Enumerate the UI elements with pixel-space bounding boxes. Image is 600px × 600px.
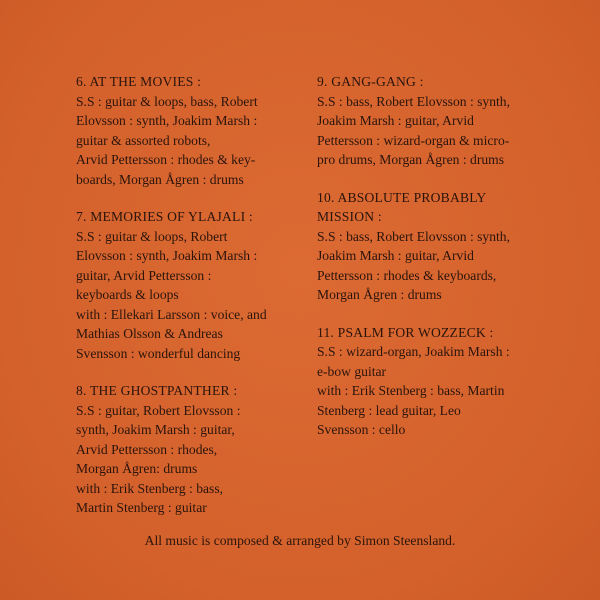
credit-line: with : Ellekari Larsson : voice, and xyxy=(76,306,267,322)
credit-line: guitar, Arvid Pettersson : xyxy=(76,267,212,283)
credit-line: with : Erik Stenberg : bass, Martin xyxy=(317,383,505,398)
track-credits-6 xyxy=(76,72,306,189)
credit-line: boards, Morgan Ågren : drums xyxy=(76,171,244,187)
credit-line: Joakim Marsh : guitar, Arvid xyxy=(317,248,474,263)
credit-line: e-bow guitar xyxy=(317,363,387,379)
credit-line: Morgan Ågren: drums xyxy=(76,461,198,476)
credit-line: Svensson : cello xyxy=(317,422,406,437)
credit-line: with : Erik Stenberg : bass, xyxy=(76,480,224,496)
track-title: 11. PSALM FOR WOZZECK : xyxy=(317,324,494,340)
credit-line: Morgan Ågren : drums xyxy=(317,287,442,302)
track-credits-10 xyxy=(317,188,547,305)
credit-line: keyboards & loops xyxy=(76,287,179,302)
credit-line: Mathias Olsson & Andreas xyxy=(76,326,223,341)
credit-line: pro drums, Morgan Ågren : drums xyxy=(317,152,505,167)
credit-line: Joakim Marsh : guitar, Arvid xyxy=(317,113,474,128)
credit-line: Elovsson : synth, Joakim Marsh : xyxy=(76,113,258,128)
left-column xyxy=(76,72,306,536)
credit-line: S.S : guitar & loops, Robert xyxy=(76,228,228,244)
track-credits-7 xyxy=(76,207,306,363)
credit-line: Pettersson : rhodes & keyboards, xyxy=(317,267,497,283)
credit-line: synth, Joakim Marsh : guitar, xyxy=(76,422,235,437)
composer-credit: All music is composed & arranged by Simon Steensland. xyxy=(144,533,456,548)
credit-line: Arvid Pettersson : rhodes, xyxy=(76,441,218,457)
track-title: 6. AT THE MOVIES : xyxy=(76,74,202,89)
track-title: 10. ABSOLUTE PROBABLY xyxy=(317,189,487,205)
credit-line: guitar & assorted robots, xyxy=(76,132,211,148)
credit-line: Stenberg : lead guitar, Leo xyxy=(317,402,461,418)
credit-line: S.S : wizard-organ, Joakim Marsh : xyxy=(317,344,510,359)
track-credits-8 xyxy=(76,381,306,518)
credit-line: Pettersson : wizard-organ & micro- xyxy=(317,132,510,148)
credit-line: S.S : guitar & loops, bass, Robert xyxy=(76,93,258,109)
credit-line: Svensson : wonderful dancing xyxy=(76,345,241,361)
track-title: 9. GANG-GANG : xyxy=(317,74,424,89)
credit-line: Arvid Pettersson : rhodes & key- xyxy=(76,152,256,167)
track-title: 8. THE GHOSTPANTHER : xyxy=(76,383,238,398)
right-column xyxy=(317,72,547,458)
track-credits-11 xyxy=(317,323,547,440)
credit-line: S.S : bass, Robert Elovsson : synth, xyxy=(317,93,510,109)
credit-line: S.S : guitar, Robert Elovsson : xyxy=(76,402,241,418)
track-title-continued: MISSION : xyxy=(317,209,382,224)
credit-line: S.S : bass, Robert Elovsson : synth, xyxy=(317,228,510,244)
credit-line: Elovsson : synth, Joakim Marsh : xyxy=(76,248,258,263)
track-credits-9 xyxy=(317,72,547,170)
credit-line: Martin Stenberg : guitar xyxy=(76,500,207,515)
track-title: 7. MEMORIES OF YLAJALI : xyxy=(76,209,253,224)
